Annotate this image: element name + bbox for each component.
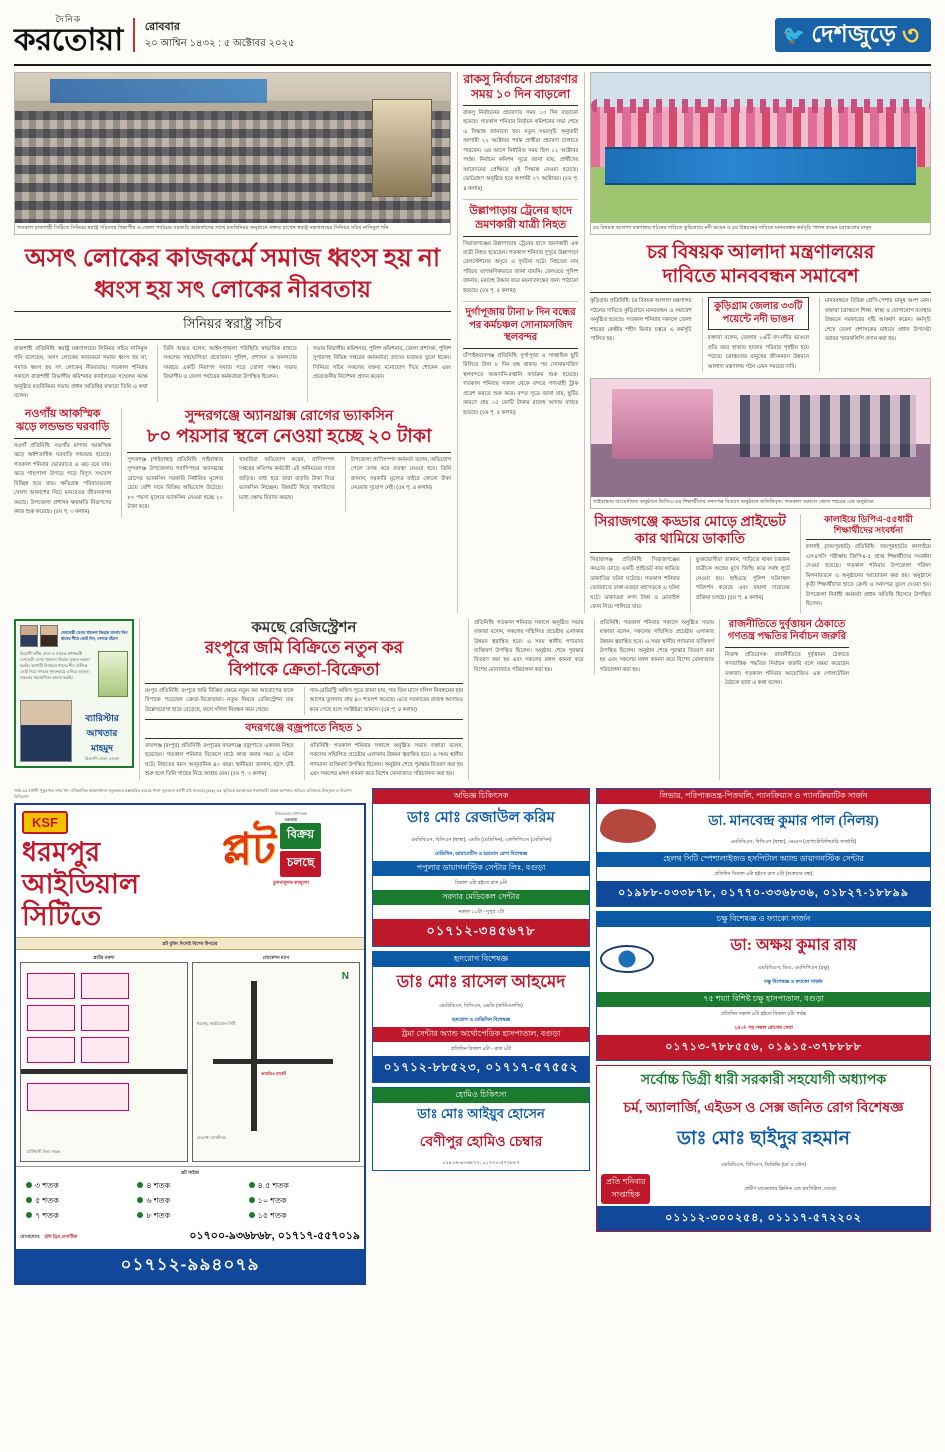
liver-ad-header: লিভার, পরিপাকতন্ত্র-পিত্তথলি, প্যানক্রিয়াস ও প্যানক্রিয়াটিক সার্জন: [597, 789, 930, 804]
lower-right-block: [590, 514, 931, 613]
doctor-ads-column: [372, 788, 590, 1285]
chain-headline-line2: দাবিতে মানববন্ধন সমাবেশ: [590, 265, 931, 294]
brief-divider: [463, 199, 578, 200]
meeting-photo-image: [15, 73, 450, 223]
column-divider: [594, 619, 595, 676]
skin-ad[interactable]: [596, 1065, 931, 1232]
doctor-ad-2-phone[interactable]: ০১৭১২-৮৮৫২৩, ০১৭১৭-৫৭৫৫২: [373, 1056, 589, 1082]
doctor-ad-1[interactable]: [372, 788, 590, 947]
ksf-logo: KSF: [22, 811, 68, 834]
column-divider: [139, 619, 140, 780]
map-note: আরডিএ মার্কেট: [261, 1070, 287, 1076]
eye-ad-phone[interactable]: ০১৭১৩-৭৮৮৫৫৬, ০১৯১৫-৩৭৮৮৮৮: [597, 1035, 930, 1060]
right-filler-col-2: প্রতিনিধি: গতকাল শনিবার সকালে অনুষ্ঠিত সভায় বক্তারা বলেন, সকলের সম্মিলিত প্রচেষ্টায় এলাকার উন্নয়ন ত্বরান্বিত হবে। এ সময় স্থানীয় গণ্যমান্য ব্যক্তিবর্গ উপস্থিত ছিলেন। অনুষ্ঠান শেষে পুরস্কার বিতরণ করা হয় এবং সকলের মঙ্গল কামনা করে বিশেষ মোনাজাত পরিচালনা করা হয়।: [599, 619, 714, 673]
durga-title: দুর্গাপূজায় টানা ৮ দিন বন্ধের পর কর্মচঞ্চল সোনামসজিদ স্থলবন্দর: [463, 307, 578, 349]
bullet-icon: [249, 1197, 255, 1203]
top-section: [14, 72, 931, 613]
doctor-ad-2-ribbon: হৃদরোগ বিশেষজ্ঞ: [373, 952, 589, 967]
liver-ad-time: প্রতিদিন বিকাল ৪টা হইতে রাত ৮টা (শুক্রবার বন্ধ): [714, 870, 813, 877]
section-page-number: ৩: [902, 20, 919, 50]
bullet-icon: [137, 1212, 143, 1218]
liver-ad[interactable]: [596, 788, 931, 907]
photo-podium: [388, 121, 424, 181]
ksf-booking-note: প্লট বুকিং দিলেই বিশেষ উপহার: [16, 937, 364, 950]
anthrax-col-3: উপজেলা প্রাণিসম্পদ কর্মকর্তা বলেন, অভিযোগ পেলে তদন্ত করে ব্যবস্থা নেওয়া হবে। তিনি জানান, সরকারি মূল্যের বাইরে কোনো টাকা নেওয়ার সুযোগ নেই। (৫ম পৃ. ৪ কলাম): [350, 456, 452, 492]
ksf-plot-word: প্লট: [221, 824, 276, 874]
greeting-ad-body: বিরোধী দলীয় নেতা ও সাবেক প্রধানমন্ত্রী দেশনেত্রী বেগম খালেদা জিয়ার সুস্থতা কামনা করছি। আগামী নির্বাচনে ধানের শীষ প্রতীকে ভোট দিয়ে গণতন্ত্র পুনরুদ্ধারে এগিয়ে আসুন। সকলের সহযোগিতা কামনা করছি।: [20, 650, 90, 680]
masthead-divider: [133, 18, 135, 52]
photo-banner: [50, 79, 268, 103]
map-plot: [27, 1083, 129, 1111]
train-title: উল্লাপাড়ায় ট্রেনের ছাদে ভ্রমণকারী যাত্রী নিহত: [463, 205, 578, 237]
doctor-ad-2-spec: হৃদরোগ ও মেডিসিন বিশেষজ্ঞ: [451, 1016, 511, 1023]
sirajganj-body: [590, 556, 790, 613]
ksf-region-line1: উত্তরবঙ্গের প্রাণকেন্দ্র: [274, 810, 307, 816]
liver-ad-name: ডা. মানবেন্দ্র কুমার পাল (নিলয়): [708, 813, 879, 829]
rajniti-story: [725, 619, 849, 780]
registration-col-2: সাব-রেজিস্ট্রি অফিস সূত্রে জানা যায়, গত তিন মাসে দলিল নিবন্ধনের হার আগের তুলনায় প্রায় ৪০ শতাংশ কমেছে। এতে সরকারের রাজস্ব আদায়ও কমে গেছে বলে সংশ্লিষ্টরা জানান। (৫ম পৃ. ৪ কলাম): [309, 687, 464, 713]
plot-size-item: ৫ শতক: [26, 1195, 131, 1208]
anthrax-col-1: সুন্দরগঞ্জ (গাইবান্ধা) প্রতিনিধি: গাইবান্ধার সুন্দরগঞ্জ উপজেলায় গবাদিপশুর অ্যানথ্রাক্স রোগের ভ্যাকসিন সরকারি নির্ধারিত মূল্যের চেয়ে বেশি দামে বিক্রির অভিযোগ উঠেছে। ৮০ পয়সা মূল্যের ভ্যাকসিন নেওয়া হচ্ছে ২০ টাকা করে।: [127, 456, 224, 511]
column-divider: [819, 297, 820, 372]
doctor-ad-1-name: ডাঃ মোঃ রেজাউল করিম: [407, 809, 555, 826]
bullet-icon: [26, 1197, 32, 1203]
ksf-title-line1: ধরমপুর: [22, 836, 101, 867]
liver-ad-phone[interactable]: ০১৯৮৮-০৩৩৮৭৮, ০১৭৭০-৩৩৬৮৩৬, ০১৮২৭-১৮৮৯৯: [597, 881, 930, 906]
right-filler-col-1: প্রতিনিধি: গতকাল শনিবার সকালে অনুষ্ঠিত সভায় বক্তারা বলেন, সকলের সম্মিলিত প্রচেষ্টায় এলাকার উন্নয়ন ত্বরান্বিত হবে। এ সময় স্থানীয় গণ্যমান্য ব্যক্তিবর্গ উপস্থিত ছিলেন। অনুষ্ঠান শেষে পুরস্কার বিতরণ করা হয় এবং সকলের মঙ্গল কামনা করে বিশেষ মোনাজাত পরিচালনা করা হয়।: [474, 619, 584, 673]
kalai-story: [806, 514, 931, 613]
registration-kicker: কমছে রেজিস্ট্রেশন: [251, 619, 357, 636]
skin-ad-degrees: এমবিবিএস, বিসিএস, ডিডিভি (চর্ম ও যৌন): [720, 1161, 807, 1168]
train-text: সিরাজগঞ্জের উল্লাপাড়ায় ট্রেনের ছাদে ভ্রমণকারী এক যাত্রী নিহত হয়েছেন। গতকাল শনিবার দুপুরে উল্লাপাড়া রেলস্টেশনের অদূরে এ দুর্ঘটনা ঘটে। নিহতের নাম পরিচয় তাৎক্ষণিকভাবে জানা যায়নি। রেলওয়ে পুলিশ জানায়, মরদেহ উদ্ধার করে ময়নাতদন্তের জন্য পাঠানো হয়েছে। (৫ম পৃ. ৫ কলাম): [463, 240, 579, 294]
right-filler-body: [474, 619, 714, 676]
right-filler-column: [474, 619, 714, 780]
map-plot: [81, 1005, 129, 1031]
rajniti-text: নিজস্ব প্রতিবেদক: রাজনীতিতে দুর্বৃত্তায়ন ঠেকাতে গণতান্ত্রিক পদ্ধতির নির্বাচন জরুরি বলে মন্তব্য করেছেন বক্তারা। গতকাল শনিবার আয়োজিত এক গোলটেবিল বৈঠকে তারা এ কথা বলেন।: [725, 651, 849, 686]
map-road-horizontal: [213, 1059, 333, 1064]
liver-ad-row: [597, 804, 930, 852]
liver-ad-chamber: হেলথ সিটি স্পেশালাইজড হসপিটাল অ্যান্ড ডায়াগনস্টিক সেন্টার: [597, 852, 930, 867]
bird-icon: 🐦: [782, 24, 806, 45]
skin-ad-line1: সর্বোচ্চ ডিগ্রী ধারী সরকারী সহযোগী অধ্যাপক: [640, 1072, 887, 1088]
sirajganj-story: [590, 514, 795, 613]
eye-ad-chamber: ৭৫ শয্যা বিশিষ্ট চক্ষু হাসপাতাল, বগুড়া: [597, 992, 930, 1007]
lead-body-col-1: রাজশাহী প্রতিনিধি: স্বরাষ্ট্র মন্ত্রণালয়ের সিনিয়র সচিব নাসিমুল গনি বলেছেন, অসৎ লোকের কাজকর্মে সমাজ ধ্বংস হয় না, সমাজ ধ্বংস হয় সৎ লোকের নীরবতায়। গতকাল শনিবার সকালে রাজশাহী বিভাগীয় কমিশনার কার্যালয়ের সম্মেলন কক্ষে অনুষ্ঠিত মতবিনিময় সভায় প্রধান অতিথির বক্তব্যে তিনি এ কথা বলেন।: [14, 345, 148, 400]
greeting-ad-leader-photos: [20, 625, 58, 647]
eye-ad-degrees: এমবিবিএস, ডিও, এমসিপিএস (চক্ষু): [757, 964, 830, 971]
doctor-ad-1-time-1: বিকাল ৪টা হইতে রাত ৯টা: [454, 879, 508, 886]
masthead-day: রোববার: [144, 21, 180, 34]
chain-body: [590, 297, 931, 372]
meeting-photo-caption: গতকাল রাজশাহী সিটিতে সিনিয়র স্বরাষ্ট্র সচিবসহ বিভাগীয় ও জেলা পর্যায়ের সরকারি কর্মকর্তাদের সাথে মতবিনিময় অনুষ্ঠানে বক্তব্য রাখেন স্বরাষ্ট্র মন্ত্রণালয়ের সিনিয়র সচিব নাসিমুল গনি: [15, 223, 450, 234]
greeting-ad: [14, 619, 134, 780]
skin-ad-chamber: গ্রামীণ ম্যানেজার ক্লিনিক এন্ড হসপিটাল, বগুড়া: [744, 1185, 837, 1192]
eye-ad-name: ডা: অক্ষয় কুমার রায়: [730, 936, 857, 954]
doctor-ad-1-chamber-1: পপুলার ডায়াগনস্টিক সেন্টার লিঃ, বগুড়া: [373, 861, 589, 876]
column-divider: [702, 297, 703, 372]
column-divider: [690, 556, 691, 613]
bullet-icon: [137, 1197, 143, 1203]
column-divider: [233, 456, 234, 513]
stage-photo-image: [591, 379, 930, 497]
bodorganj-body: [145, 742, 463, 780]
masthead-kicker: দৈনিক: [55, 14, 82, 24]
chain-photo-image: [591, 73, 930, 223]
registration-body: [145, 687, 463, 715]
kalai-text: কালাই (জয়পুরহাট) প্রতিনিধি: জয়পুরহাটের কালাইয়ে এসএসসি পরীক্ষায় জিপিএ-৫ প্রাপ্ত শিক্ষার্থীদের সংবর্ধনা দেওয়া হয়েছে। গতকাল শনিবার উপজেলা পরিষদ মিলনায়তনে এ অনুষ্ঠানের আয়োজন করা হয়। অনুষ্ঠানে কৃতী শিক্ষার্থীদের হাতে ক্রেস্ট ও সনদপত্র তুলে দেওয়া হয়। উপজেলা নির্বাহী কর্মকর্তা প্রধান অতিথি হিসেবে উপস্থিত ছিলেন।: [805, 544, 931, 608]
middle-band: [14, 619, 931, 780]
durga-text: চাঁপাইনবাবগঞ্জ প্রতিনিধি: দুর্গাপূজা ও সাপ্তাহিক ছুটি মিলিয়ে টানা ৮ দিন বন্ধ থাকার পর সোনামসজিদ স্থলবন্দরে আমদানি-রপ্তানি কার্যক্রম শুরু হয়েছে। গতকাল শনিবার সকাল থেকে বন্দরে পণ্যবাহী ট্রাক প্রবেশ করতে শুরু করে। বন্দর সূত্রে জানা যায়, ছুটির কারণে প্রায় ১৫ কোটি টাকার রাজস্ব আদায় ব্যাহত হয়েছে। (৫ম পৃ. ৫ কলাম): [463, 352, 579, 416]
masthead-date: ২০ আশ্বিন ১৪৩২ : ৫ অক্টোবর ২০২৫: [144, 37, 295, 49]
bodorganj-col-2: প্রতিনিধি: গতকাল শনিবার সকালে অনুষ্ঠিত সভায় বক্তারা বলেন, সকলের সম্মিলিত প্রচেষ্টায় এলাকার উন্নয়ন ত্বরান্বিত হবে। এ সময় স্থানীয় গণ্যমান্য ব্যক্তিবর্গ উপস্থিত ছিলেন। অনুষ্ঠান শেষে পুরস্কার বিতরণ করা হয় এবং সকলের মঙ্গল কামনা করে বিশেষ মোনাজাত পরিচালনা করা হয়।: [309, 742, 464, 778]
eye-ad-header: চক্ষু বিশেষজ্ঞ ও ফ্যাকো সার্জন: [597, 912, 930, 927]
sirajganj-col-2: ভুক্তভোগীরা জানান, গাড়িতে থাকা চারজন যাত্রীকে অস্ত্রের মুখে জিম্মি করে সর্বস্ব লুটে নেওয়া হয়। হাইওয়ে পুলিশ ঘটনাস্থল পরিদর্শন করেছে এবং মামলা দায়েরের প্রক্রিয়া চলছে। (৫ম পৃ. ৪ কলাম): [695, 556, 790, 601]
sirajganj-col-1: সিরাজগঞ্জ প্রতিনিধি: সিরাজগঞ্জের কড্ডার মোড়ে একটি প্রাইভেট কার থামিয়ে ডাকাতির ঘটনা ঘটেছে। গতকাল শনিবার ভোররাতে ঢাকা-বগুড়া মহাসড়কে এ ঘটনা ঘটে। ডাকাতরা নগদ টাকা ও মোবাইল ফোন নিয়ে পালিয়ে যায়।: [590, 556, 680, 611]
bullet-icon: [249, 1212, 255, 1218]
lead-column: [14, 72, 451, 613]
column-divider: [307, 345, 308, 402]
ksf-title-line2: আইডিয়াল: [22, 869, 139, 900]
brief-divider: [463, 301, 578, 302]
ksf-ad-header: [16, 805, 364, 937]
greeting-ad-name: ব্যারিস্টার আখতার মাহমুদ: [85, 712, 119, 753]
rajniti-title: রাজনীতিতে দুর্বৃত্তায়ন ঠেকাতে গণতন্ত্র পদ্ধতির নির্বাচন জরুরি: [725, 619, 849, 648]
ksf-sale-line1: বিক্রয়: [280, 823, 321, 849]
ksf-topline: সার্ক-এর রাধাশী পুকুরপাড় নগর খাদ ঐতিহাসিক জায়গাখানা নতুনভাবে হস্তান্তরিত হয়েছে পাশে সুলতানা বলখী মাঠ নাওয়ার (রহঃ) এর স্মৃতিময় মহাস্থানকে ধারণকারী প্রকল্প আপনার জমিতে ভবিষ্যতে উজ্জ্বল ও নিরাপদ বিনিয়োগ: [14, 787, 352, 799]
ksf-sale-line2: চলছে: [280, 851, 322, 877]
stage-photo-caption: গাইবান্ধায় আয়োজিত অনুষ্ঠানে ডিপিএ-এর শিক্ষার্থীদের সনদপত্র বিতরণ অনুষ্ঠানে অতিথিবৃন্দ। গতকাল সকালে জেলা শহরের এক অনুষ্ঠানে: [591, 497, 930, 508]
homeo-ad-title: হোমিও চিকিৎসা: [373, 1088, 589, 1103]
ksf-plot-map[interactable]: [20, 954, 188, 1161]
map-plot: [27, 973, 75, 999]
advertisement-band: [14, 788, 931, 1285]
advertiser-portrait: [20, 700, 72, 762]
sirajganj-title-2: কার থামিয়ে ডাকাতি: [590, 531, 790, 553]
column-divider: [304, 687, 305, 715]
section-brand: দেশজুড়ে: [811, 22, 897, 48]
plot-size-item: ৪ শতক: [137, 1180, 242, 1193]
homeo-ad[interactable]: [372, 1087, 590, 1171]
eye-ad-row: [597, 927, 930, 992]
masthead-date-block: [145, 19, 295, 51]
right-column: [584, 72, 931, 613]
leader-photo-2: [40, 625, 58, 647]
lead-headline-line1: অসৎ লোকের কাজকর্মে সমাজ ধ্বংস হয় না: [24, 244, 441, 272]
masthead-title: করতোয়া: [14, 22, 123, 57]
ksf-advertisement[interactable]: [14, 788, 366, 1285]
map-note: চারমাথা বাসস্ট্যান্ড: [197, 1134, 226, 1140]
doctor-ad-1-time-2: সকাল ১০টা - দুপুর ২টা: [457, 908, 505, 915]
bodorganj-title: বদরগঞ্জে বজ্রপাতে নিহত ১: [145, 719, 463, 739]
ksf-contact-label: যোগাযোগ:: [20, 1233, 41, 1239]
ksf-location-map[interactable]: [192, 954, 360, 1161]
chain-col-2: বক্তারা বলেন, জেলার ১৬টি নদ-নদীর ভাঙনে প্রতি বছর হাজার হাজার পরিবার গৃহহীন হয়ে পড়ছে। চরাঞ্চলের মানুষের জীবনমান উন্নয়নে আলাদা মন্ত্রণালয় গঠন এখন সময়ের দাবি।: [707, 335, 809, 370]
map-plot: [81, 973, 129, 999]
meeting-photo: [14, 72, 451, 235]
ksf-phone-2[interactable]: ০১৭১২-৯৯৪০৭৯: [16, 1249, 364, 1283]
column-divider: [719, 619, 720, 780]
masthead-left: [14, 15, 295, 55]
map-note: মাটিখালী বিদ্যা সড়ক: [27, 1148, 60, 1154]
skin-ad-row: [597, 1172, 930, 1206]
plot-size-item: ৩ শতক: [26, 1180, 131, 1193]
chain-col-3: মানববন্ধনে বিভিন্ন শ্রেণি-পেশার মানুষ অংশ নেন। বক্তারা চরাঞ্চলে শিক্ষা, স্বাস্থ্য ও যোগাযোগ ব্যবস্থার উন্নয়নে সরকারের দৃষ্টি আকর্ষণ করেন। কর্মসূচি শেষে জেলা প্রশাসকের মাধ্যমে প্রধান উপদেষ্টা বরাবর স্মারকলিপি প্রদান করা হয়।: [824, 298, 931, 343]
stage-photo: [590, 378, 931, 509]
column-divider: [121, 408, 122, 518]
nogaon-story: [14, 408, 116, 518]
plot-size-item: ৮ শতক: [137, 1210, 242, 1223]
greeting-ad-designation: বিএনপি নেতা, বগুড়া: [85, 755, 119, 761]
bodorganj-col-1: বদরগঞ্জ (রংপুর) প্রতিনিধি: রংপুরের বদরগঞ্জে বজ্রপাতে একজন নিহত হয়েছেন। গতকাল শনিবার বিকেলে মাঠে কাজ করার সময় এ ঘটনা ঘটে। নিহতের বয়স আনুমানিক ৪০ বছর। স্থানীয়রা জানান, হঠাৎ বৃষ্টি শুরু হলে তিনি গাছের নিচে আশ্রয় নেন। (৫ম পৃ. ৩ কলাম): [145, 742, 294, 778]
masthead: [14, 10, 931, 66]
column-divider: [468, 619, 469, 780]
bullet-icon: [26, 1182, 32, 1188]
homeo-ad-phone[interactable]: ০১৮১৬-৯৩৬৮৭৭, ০১৭৩০-৫৭৩৮৮৭: [442, 1159, 520, 1166]
registration-title-2: বিপাকে ক্রেতা-বিক্রেতা: [145, 659, 463, 684]
eye-ad-time: প্রতিদিন সকাল ৯টা হইতে বিকাল ৫টা পর্যন্ত: [721, 1010, 806, 1017]
map-road-vertical: [251, 981, 257, 1131]
anthrax-story: [127, 408, 451, 518]
eye-ad-fee: ২৫০/- সহ সকল রোগের সেবা: [734, 1024, 793, 1031]
sirajganj-title-1: সিরাজগঞ্জে কড্ডার মোড়ে প্রাইভেট: [594, 514, 786, 530]
ksf-ad-offer-block: [218, 805, 364, 937]
doctor-ad-1-phone[interactable]: ০১৭১২-৩৪৫৬৭৮: [373, 919, 589, 946]
anthrax-col-2: খামারিরা অভিযোগ করেন, প্রাণিসম্পদ দপ্তরের কতিপয় কর্মচারী এই অনিয়মের সাথে জড়িত। বাধ্য হয়ে তারা বাড়তি টাকা দিয়ে ভ্যাকসিন নিচ্ছেন। বিষয়টি নিয়ে খামারিদের মধ্যে ক্ষোভ বিরাজ করছে।: [238, 456, 335, 501]
paddy-icon: [98, 651, 128, 697]
skin-ad-name: ডাঃ মোঃ ছাইদুর রহমান: [677, 1127, 850, 1149]
column-divider: [304, 742, 305, 780]
plot-size-item: ৪.৫ শতক: [249, 1180, 354, 1193]
greeting-ad-top: [20, 625, 128, 647]
anthrax-body: [127, 456, 451, 513]
section-badge: [775, 18, 931, 52]
ksf-company: হলি ড্রিম প্রপার্টিজ: [44, 1233, 78, 1239]
ksf-location-title: লোকেশন ম্যাপ: [262, 955, 290, 961]
eye-ad-spec: চক্ষু বিশেষজ্ঞ ও ফ্যাকো সার্জন: [764, 978, 823, 985]
photo-crowd: [591, 99, 930, 113]
chain-photo-caption: চর বিষয়ক আলাদা মন্ত্রণালয় গঠনের দাবিতে কুড়িগ্রামে নদী ভাঙন ও চর উন্নয়নের দাবিতে মানববন্ধন কর্মসূচি পালন করেন চরাঞ্চলের মানুষ: [591, 223, 930, 234]
map-road: [21, 1069, 187, 1074]
skin-ad-day-line1: প্রতি শনিবার: [606, 1176, 646, 1186]
map-plot: [27, 1005, 75, 1031]
doctor-ad-2-name: ডাঃ মোঃ রাসেল আহমেদ: [396, 971, 566, 991]
doctor-ad-1-ribbon: অভিজ্ঞ চিকিৎসক: [373, 789, 589, 804]
skin-ad-day-line2: সাপ্তাহিক: [611, 1189, 641, 1199]
chain-boxed-note: কুড়িগ্রাম জেলার ৩৩টি পয়েন্টে নদী ভাঙন: [708, 297, 809, 330]
doctor-ad-1-chamber-2: সরদার মেডিকেল সেন্টার: [373, 890, 589, 905]
ksf-maps: [16, 950, 364, 1165]
right-ads-column: [596, 788, 931, 1285]
greeting-banner-line1: দেশনেত্রী বেগম খালেদা জিয়ার সালাম নিন: [61, 629, 128, 635]
ksf-ad-box[interactable]: [14, 803, 366, 1285]
bullet-icon: [26, 1212, 32, 1218]
nogaon-title: নওগাঁয় আকস্মিক ঝড়ে লন্ডভন্ড ঘরবাড়ি: [14, 408, 111, 440]
map-plot: [81, 1037, 129, 1063]
ksf-phone-1[interactable]: ০১৭০০-৯৩৬৮৬৮, ০১৭১৭-৫৫৭০১৯: [189, 1229, 360, 1242]
doctor-ad-2-time: প্রতিদিন বিকাল ৪টা - রাত ৯টা: [450, 1045, 512, 1052]
raksu-text: রাকসু নির্বাচনের প্রচারণার সময় ১০ দিন বাড়ানো হয়েছে। গতকাল শনিবার নির্বাচন কমিশনের সভা শেষে এ সিদ্ধান্ত জানানো হয়। নতুন সময়সূচি অনুযায়ী আগামী ২২ অক্টোবর পর্যন্ত প্রার্থীরা প্রচারণা চালাতে পারবেন। এর আগে নির্ধারিত সময় ছিল ১২ অক্টোবর পর্যন্ত। নির্বাচন কমিশন সূত্রে জানা যায়, প্রার্থীদের আবেদনের প্রেক্ষিতে এই সিদ্ধান্ত নেওয়া হয়েছে। ভোটগ্রহণ অনুষ্ঠিত হবে আগামী ২৭ অক্টোবর। (৫ম পৃ. ৪ কলাম): [463, 110, 579, 192]
column-divider: [800, 514, 801, 613]
doctor-ad-2-chamber: ট্রমা সেন্টার অ্যান্ড অর্থোপেডিক হাসপাতাল, বগুড়া: [373, 1027, 589, 1042]
location-map[interactable]: [192, 962, 360, 1162]
registration-story: [145, 619, 463, 780]
leader-photo-1: [20, 625, 38, 647]
raksu-title: রাকসু নির্বাচনে প্রচারণার সময় ১০ দিন বাড়লো: [463, 72, 578, 106]
ksf-title-line3: সিটিতে: [22, 901, 102, 932]
lead-body: [14, 345, 451, 402]
lead-body-col-2: তিনি আরও বলেন, আইন-শৃঙ্খলা পরিস্থিতি স্বাভাবিক রাখতে সকলের সহযোগিতা প্রয়োজন। পুলিশ, প্রশাসন ও জনগণের সমন্বয়ে একটি নিরাপদ সমাজ গড়ে তোলা সম্ভব। সভায় বিভাগীয় ও জেলা পর্যায়ের কর্মকর্তারা উপস্থিত ছিলেন।: [163, 345, 297, 381]
chain-col-2-wrap: [708, 297, 814, 372]
ksf-contact-row: [16, 1227, 364, 1249]
doctor-ad-1-spec: মেডিসিন, ডায়াবেটিস ও হরমোন রোগ বিশেষজ্ঞ: [434, 850, 528, 857]
lead-headline-line2: ধ্বংস হয় সৎ লোকের নীরবতায়: [94, 277, 371, 303]
liver-ad-degrees: এমবিবিএস, বিসিএস (স্বাস্থ্য), এমএস (হেপাটোবিলিয়ারি সার্জারি): [730, 838, 857, 845]
ksf-map-title: প্লটের নকশা: [93, 955, 115, 961]
plot-size-item: ১৫ শতক: [249, 1210, 354, 1223]
bullet-icon: [249, 1182, 255, 1188]
ksf-size-title: প্লট সাইজ: [16, 1166, 364, 1176]
homeo-ad-chamber: বেণীপুর হোমিও চেম্বার: [419, 1134, 543, 1150]
skin-ad-day-badge: [601, 1174, 650, 1204]
ksf-size-list: [16, 1176, 364, 1227]
doctor-ad-1-degrees: এমবিবিএস, বিসিএস (স্বাস্থ্য), এমডি (মেডিসিন), এফসিপিএস (মেডিসিন): [410, 836, 552, 843]
greeting-ad-box: [14, 619, 134, 768]
greeting-banner-line2: ধানের শীষে ভোট দিন, দেশকে বাঁচান: [61, 635, 118, 641]
ksf-ad-brand-block: [16, 805, 218, 937]
chain-headline-line1: চর বিষয়ক আলাদা মন্ত্রণালয়ের: [646, 241, 875, 263]
column-divider: [345, 456, 346, 513]
doctor-ad-2-degrees: এমবিবিএস, বিসিএস, এমডি (কার্ডিওলজি): [439, 1002, 523, 1009]
chain-photo: [590, 72, 931, 235]
registration-col-1: রংপুর প্রতিনিধি: রংপুরে জমি বিক্রির ক্ষেত্রে নতুন কর আরোপের ফলে বিপাকে পড়েছেন ক্রেতা-বিক্রেতারা। নতুন নিয়মে রেজিস্ট্রেশন ব্যয় উল্লেখযোগ্য হারে বেড়েছে, ফলে দলিল নিবন্ধন কমে গেছে।: [145, 687, 294, 713]
skin-ad-phone[interactable]: ০১১১২-৩০০২৫৪, ০১১১৭-৫৭২২০২: [597, 1206, 930, 1231]
ksf-price-note: তুলনামূলক কমমূল্যে: [272, 879, 310, 885]
anthrax-title-line2: ৮০ পয়সার স্থলে নেওয়া হচ্ছে ২০ টাকা: [127, 425, 451, 453]
anthrax-title-line1: সুন্দরগঞ্জে অ্যানথ্রাক্স রোগের ভ্যাকসিন: [185, 408, 394, 424]
map-note: ধরমপুর আইডিয়াল সিটি: [197, 1020, 236, 1026]
eye-ad[interactable]: [596, 911, 931, 1061]
briefs-column: [457, 72, 578, 613]
skin-ad-line2: চর্ম, অ্যালার্জি, এইডস ও সেক্স জনিত রোগ বিশেষজ্ঞ: [623, 1100, 904, 1116]
plot-size-item: ৭ শতক: [26, 1210, 131, 1223]
ksf-region-line2: বগুড়ায়: [284, 816, 297, 822]
nogaon-text: নওগাঁ প্রতিনিধি: নওগাঁর মান্দায় আকস্মিক ঝড়ে অর্ধশতাধিক ঘরবাড়ি লন্ডভন্ড হয়েছে। গতকাল শনিবার ভোররাতে এ ঝড় বয়ে যায়। ঝড়ে গাছপালা উপড়ে পড়ে বিদ্যুৎ সংযোগ বিচ্ছিন্ন হয়ে যায়। ক্ষতিগ্রস্ত পরিবারগুলো খোলা আকাশের নিচে মানবেতর জীবনযাপন করছে। উপজেলা প্রশাসন ক্ষয়ক্ষতি নিরূপণের কাজ শুরু করেছে। (৫ম পৃ. ৩ কলাম): [14, 443, 112, 516]
plot-size-item: ৬ শতক: [137, 1195, 242, 1208]
column-divider: [157, 345, 158, 402]
lead-subhead: সিনিয়র স্বরাষ্ট্র সচিব: [14, 311, 451, 340]
kalai-title: কালাইয়ে ডিপিএ-৫৫ধারী শিক্ষার্থীদের সংবর্ধনা: [806, 514, 931, 541]
chain-col-1: কুড়িগ্রাম প্রতিনিধি: চর বিষয়ক আলাদা মন্ত্রণালয় গঠনের দাবিতে কুড়িগ্রামে মানববন্ধন ও সমাবেশ অনুষ্ঠিত হয়েছে। গতকাল শনিবার সকালে জেলা শহরের কেন্দ্রীয় শহীদ মিনার চত্বরে এ কর্মসূচি পালিত হয়।: [590, 298, 692, 343]
map-plot: [27, 1037, 75, 1063]
liver-icon: [600, 809, 656, 843]
eye-icon: [600, 945, 654, 973]
homeo-ad-name: ডাঃ মোঃ আইয়ুব হোসেন: [417, 1105, 545, 1121]
lead-body-col-3: সভায় বিভাগীয় কমিশনার, পুলিশ কমিশনার, জেলা প্রশাসক, পুলিশ সুপারসহ বিভিন্ন দপ্তরের কর্মকর্তারা তাদের মতামত তুলে ধরেন। সিনিয়র সচিব সকলের বক্তব্য মনোযোগ দিয়ে শোনেন এবং প্রয়োজনীয় নির্দেশনা প্রদান করেন।: [312, 345, 452, 381]
compass-north-icon: N: [341, 970, 349, 982]
registration-title-1: রংপুরে জমি বিক্রিতে নতুন কর: [204, 638, 404, 658]
bullet-icon: [137, 1182, 143, 1188]
doctor-ad-2[interactable]: [372, 951, 590, 1083]
mid-left-block: [14, 408, 451, 518]
plot-size-item: ১০ শতক: [249, 1195, 354, 1208]
plot-layout-map[interactable]: [20, 962, 188, 1162]
